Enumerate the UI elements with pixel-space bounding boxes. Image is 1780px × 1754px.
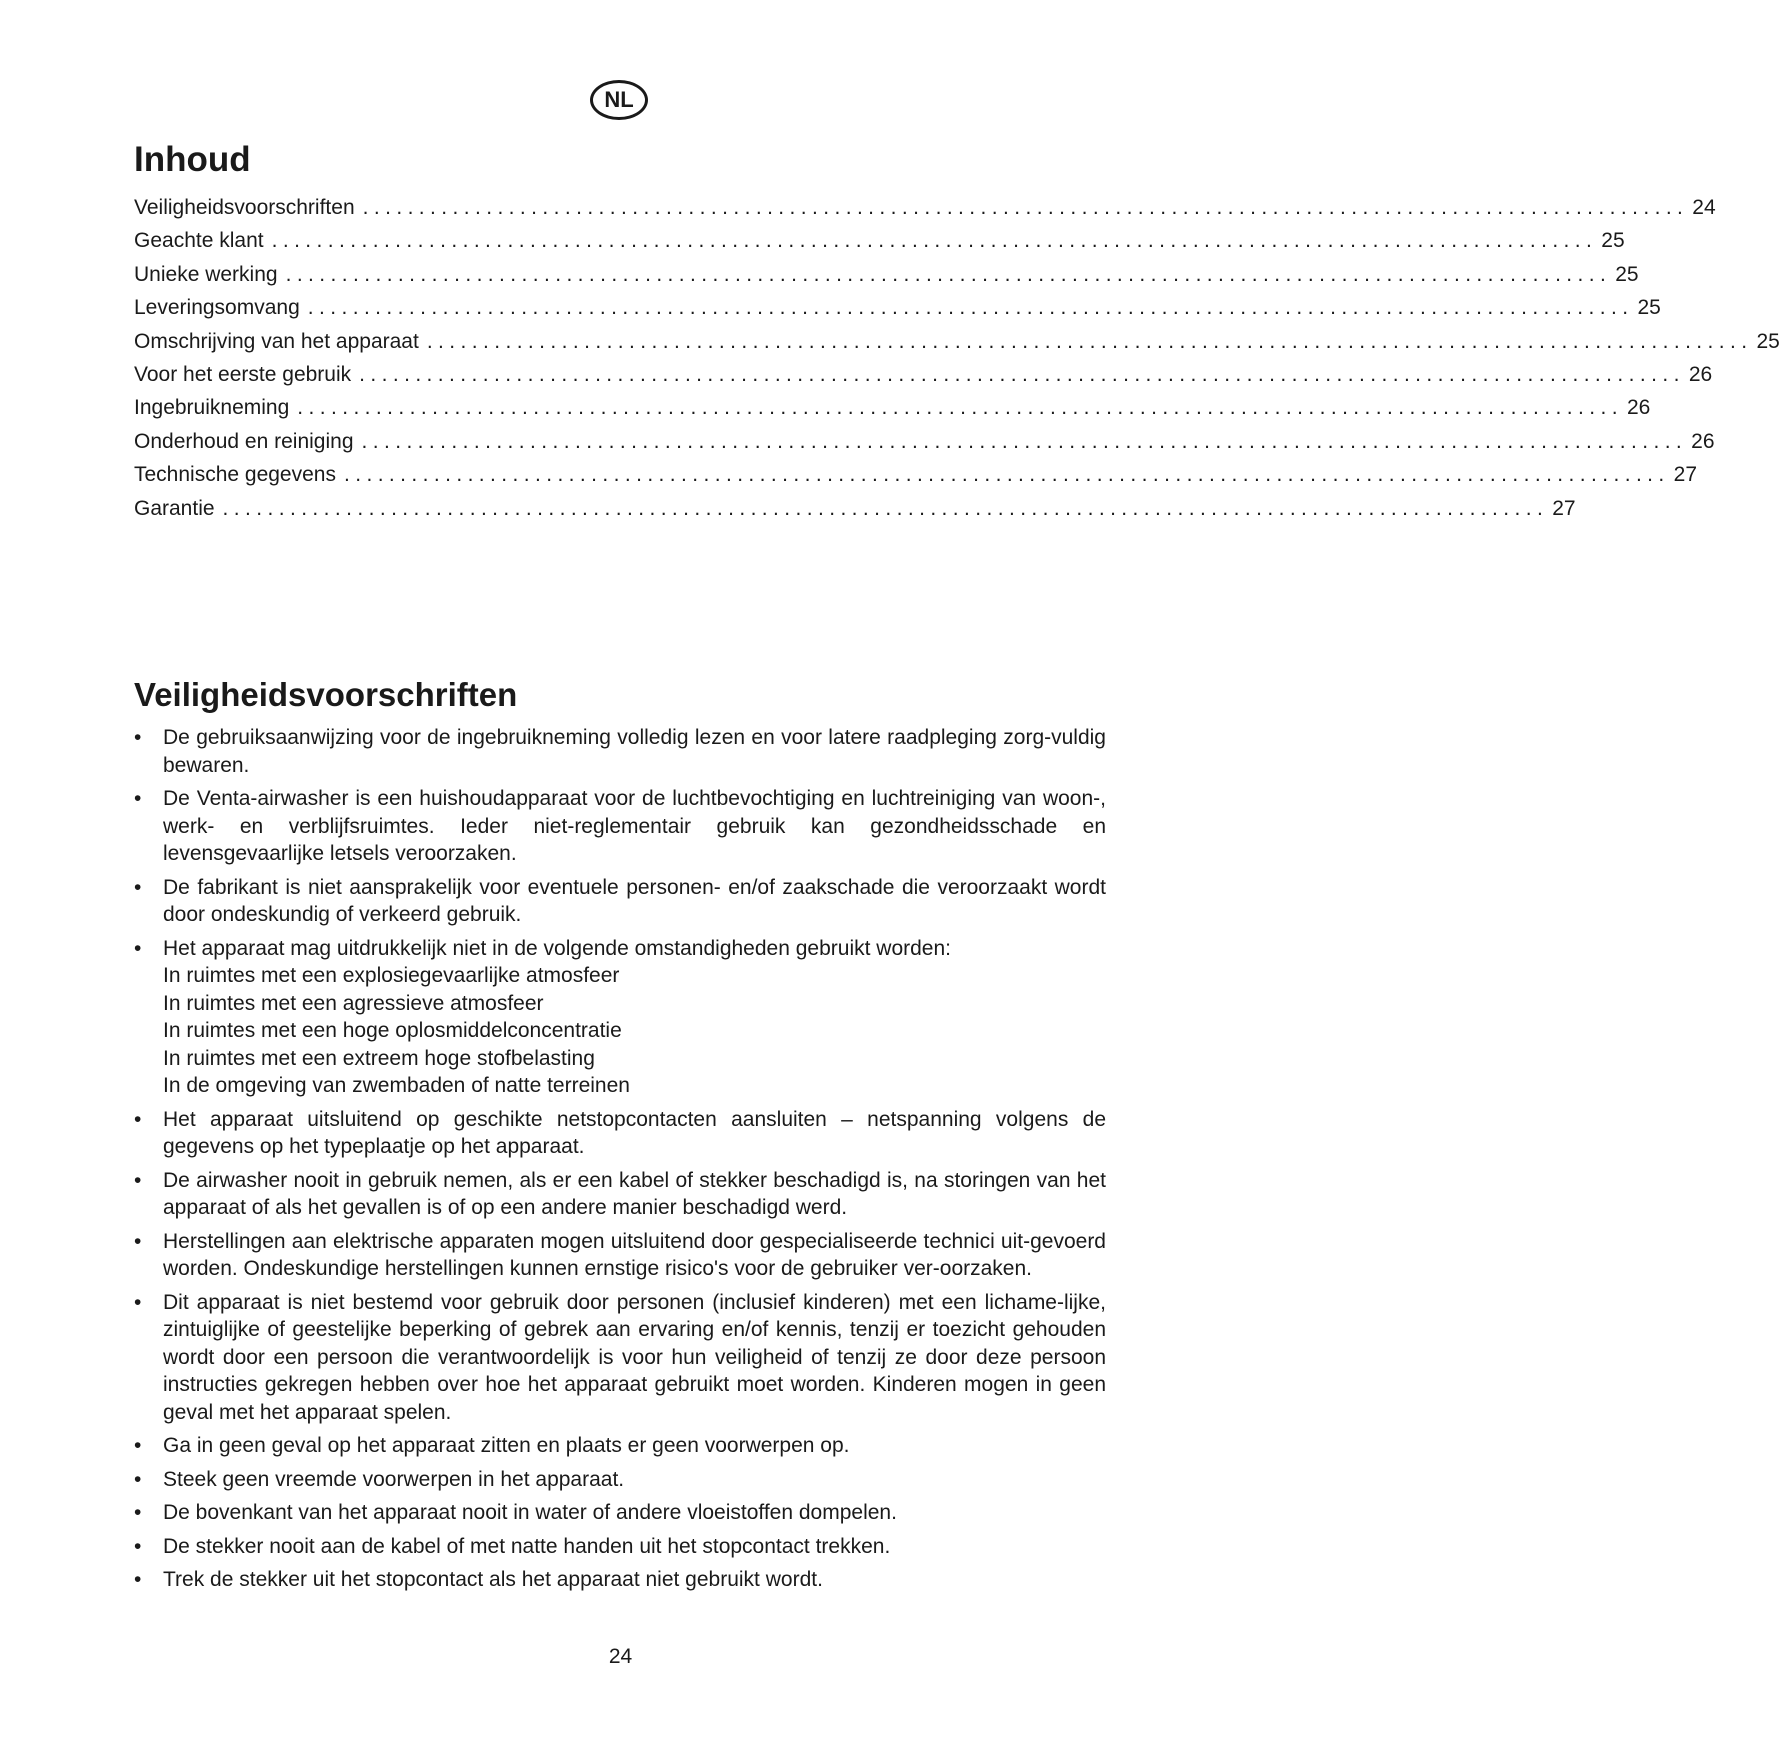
page-number: 24	[608, 1645, 633, 1668]
toc-entry-label: Leveringsomvang	[134, 296, 300, 320]
toc-entry-page: 25	[1756, 329, 1780, 353]
safety-rule-text: Trek de stekker uit het stopcontact als het apparaat niet gebruikt wordt.	[163, 1568, 823, 1591]
table-of-contents	[134, 196, 1780, 530]
toc-entry-label: Ingebruikneming	[134, 396, 290, 420]
toc-entry[interactable]	[134, 329, 1780, 363]
toc-leader-dots: ......................................................................................................................	[343, 463, 1670, 487]
bullet-icon: •	[134, 1534, 142, 1558]
safety-rule	[134, 1466, 1106, 1494]
safety-rule	[134, 1289, 1106, 1427]
toc-entry[interactable]	[134, 296, 1661, 329]
safety-rule-text: De gebruiksaanwijzing voor de ingebruikneming volledig lezen en voor latere raadpleging zorg-vuldig bewaren.	[163, 726, 1106, 777]
toc-entry-page: 25	[1601, 229, 1625, 253]
safety-rule-text: Ga in geen geval op het apparaat zitten en plaats er geen voorwerpen op.	[163, 1434, 850, 1457]
toc-entry[interactable]	[134, 463, 1698, 496]
toc-entry[interactable]	[134, 496, 1576, 530]
safety-rule	[134, 724, 1106, 779]
toc-leader-dots: ......................................................................................................................	[361, 429, 1688, 453]
bullet-icon: •	[134, 1229, 142, 1253]
toc-entry-page: 26	[1626, 396, 1651, 420]
toc-leader-dots: ......................................................................................................................	[362, 196, 1689, 219]
safety-rule-text: Steek geen vreemde voorwerpen in het apparaat.	[163, 1467, 625, 1491]
safety-rule-text: Het apparaat uitsluitend op geschikte netstopcontacten aansluiten – netspanning volgens de gegevens op het typeplaatje op het apparaat.	[163, 1107, 1106, 1158]
safety-rule-text: Het apparaat mag uitdrukkelijk niet in de volgende omstandigheden gebruikt worden:	[163, 936, 951, 960]
safety-rule	[134, 1533, 1106, 1561]
safety-rule-subitem: In ruimtes met een agressieve atmosfeer	[163, 991, 544, 1015]
toc-entry-label: Unieke werking	[134, 262, 278, 286]
bullet-icon: •	[134, 787, 142, 810]
toc-entry[interactable]	[134, 429, 1715, 463]
toc-leader-dots: ......................................................................................................................	[307, 296, 1634, 320]
toc-entry-page: 27	[1552, 496, 1576, 520]
toc-leader-dots: ......................................................................................................................	[285, 262, 1612, 286]
toc-entry[interactable]	[134, 262, 1639, 296]
toc-entry-page: 25	[1637, 296, 1661, 320]
toc-entry[interactable]	[134, 196, 1716, 229]
safety-rule-text: Herstellingen aan elektrische apparaten mogen uitsluitend door gespecialiseerde technici uit-gevoerd worden. Ondeskundige herstellingen kunnen ernstige risico's voor de gebruiker ver-oorzaken.	[163, 1229, 1106, 1280]
toc-entry[interactable]	[134, 229, 1625, 262]
safety-rule-subitem: In ruimtes met een hoge oplosmiddelconcentratie	[163, 1019, 622, 1042]
toc-entry-label: Omschrijving van het apparaat	[134, 329, 419, 353]
safety-rule	[134, 1228, 1106, 1283]
bullet-icon: •	[134, 936, 142, 960]
safety-rule-subitem: In ruimtes met een explosiegevaarlijke atmosfeer	[163, 964, 620, 987]
toc-entry-label: Onderhoud en reiniging	[134, 429, 354, 453]
toc-leader-dots: ......................................................................................................................	[297, 396, 1623, 420]
safety-rule	[134, 874, 1106, 929]
safety-rule-subitem: In de omgeving van zwembaden of natte terreinen	[163, 1074, 630, 1097]
bullet-icon: •	[134, 1467, 142, 1491]
safety-section-title: Veiligheidsvoorschriften	[134, 676, 518, 713]
safety-rule	[134, 935, 1106, 1100]
safety-rule-subitem: In ruimtes met een extreem hoge stofbelasting	[163, 1046, 595, 1070]
toc-entry-page: 26	[1691, 429, 1715, 453]
safety-rules-list	[134, 724, 1106, 1600]
toc-entry[interactable]	[134, 362, 1713, 396]
bullet-icon: •	[134, 1168, 142, 1192]
language-badge: NL	[590, 80, 648, 120]
bullet-icon: •	[134, 1501, 142, 1524]
toc-entry-page: 27	[1673, 463, 1698, 487]
toc-entry-page: 25	[1615, 262, 1639, 286]
safety-rule	[134, 1499, 1106, 1527]
safety-rule-text: De fabrikant is niet aansprakelijk voor eventuele personen- en/of zaakschade die veroorzaakt wordt door ondeskundig of verkeerd gebruik.	[163, 875, 1106, 926]
safety-rule	[134, 785, 1106, 868]
bullet-icon: •	[134, 726, 142, 749]
bullet-icon: •	[134, 1434, 142, 1457]
toc-entry-label: Geachte klant	[134, 229, 264, 253]
safety-rule	[134, 1167, 1106, 1222]
safety-rule	[134, 1106, 1106, 1161]
safety-rule	[134, 1432, 1106, 1460]
toc-leader-dots: ......................................................................................................................	[426, 329, 1753, 353]
bullet-icon: •	[134, 1568, 142, 1591]
toc-leader-dots: ......................................................................................................................	[222, 496, 1549, 520]
toc-entry-label: Veiligheidsvoorschriften	[134, 196, 355, 219]
safety-rule-text: Dit apparaat is niet bestemd voor gebruik door personen (inclusief kinderen) met een lichame-lijke, zintuiglijke of geestelijke beperking of gebrek aan ervaring en/of kennis, tenzij er toezicht gehouden wordt door een persoon die verantwoordelijk is voor hun veiligheid of tenzij ze door deze persoon instructies gekregen hebben over hoe het apparaat gebruikt moet worden. Kinderen mogen in geen geval met het apparaat spelen.	[163, 1290, 1106, 1424]
toc-entry-page: 26	[1688, 362, 1713, 386]
toc-leader-dots: ......................................................................................................................	[271, 229, 1598, 253]
safety-rule	[134, 1566, 1106, 1594]
toc-entry-label: Voor het eerste gebruik	[134, 362, 352, 386]
safety-rule-text: De stekker nooit aan de kabel of met natte handen uit het stopcontact trekken.	[163, 1534, 891, 1558]
safety-rule-text: De Venta-airwasher is een huishoudapparaat voor de luchtbevochtiging en luchtreiniging van woon-, werk- en verblijfsruimtes. Ieder niet-reglementair gebruik kan gezondheidsschade en levensgevaarlijke letsels veroorzaken.	[163, 787, 1106, 865]
bullet-icon: •	[134, 1107, 142, 1131]
safety-rule-text: De airwasher nooit in gebruik nemen, als er een kabel of stekker beschadigd is, na storingen van het apparaat of als het gevallen is of op een andere manier beschadigd werd.	[163, 1168, 1106, 1219]
contents-title: Inhoud	[134, 140, 251, 179]
toc-entry-label: Technische gegevens	[134, 463, 336, 487]
toc-entry[interactable]	[134, 396, 1651, 429]
bullet-icon: •	[134, 875, 142, 899]
toc-entry-page: 24	[1692, 196, 1716, 219]
toc-leader-dots: ......................................................................................................................	[359, 362, 1685, 386]
bullet-icon: •	[134, 1290, 142, 1314]
safety-rule-text: De bovenkant van het apparaat nooit in water of andere vloeistoffen dompelen.	[163, 1501, 897, 1524]
toc-entry-label: Garantie	[134, 496, 215, 520]
